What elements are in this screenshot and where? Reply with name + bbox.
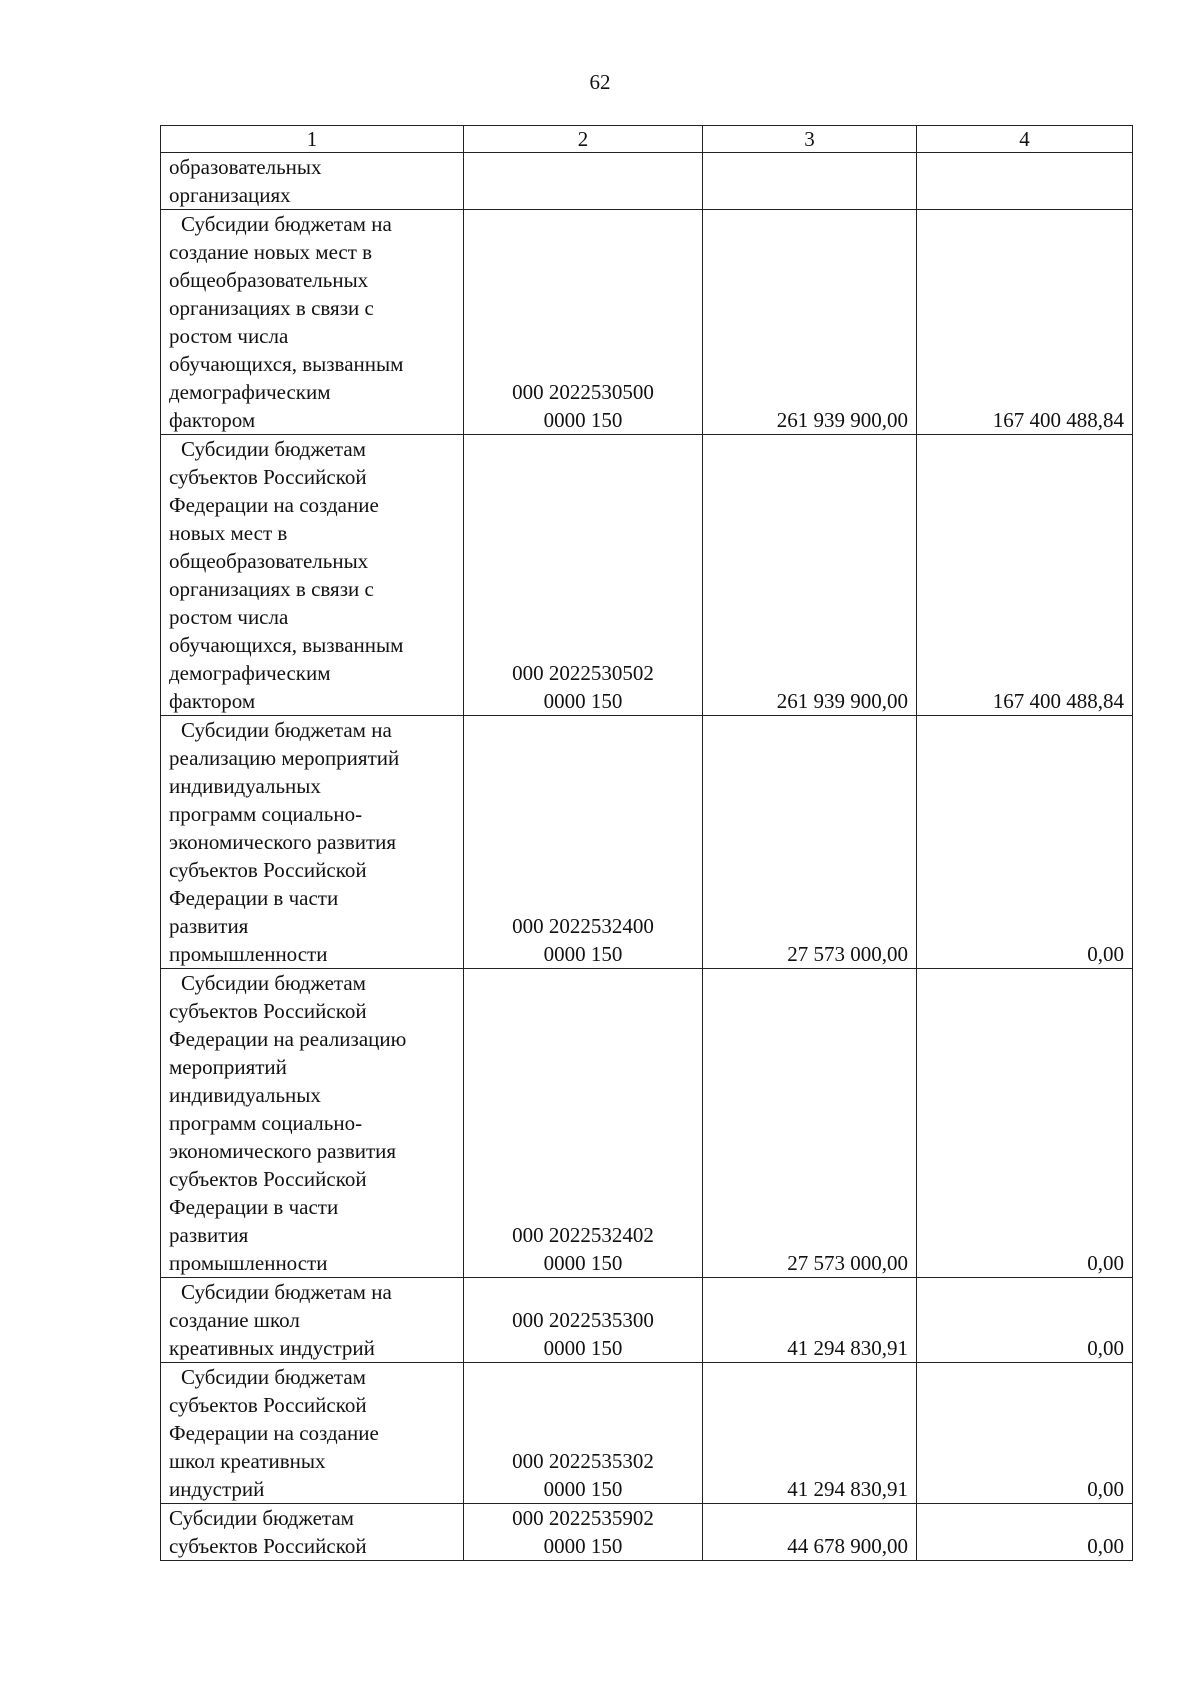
- column-header-3: 3: [703, 126, 917, 153]
- table-row: [161, 969, 1133, 1278]
- row-code-cell: 000 2022535902 0000 150: [464, 1504, 703, 1561]
- row-value-4-cell: 167 400 488,84: [917, 435, 1133, 716]
- budget-table: [160, 125, 1133, 1561]
- row-value-4-cell: [917, 153, 1133, 210]
- row-value-3-cell: 27 573 000,00: [703, 716, 917, 969]
- row-name-cell: Субсидии бюджетам на реализацию мероприятий индивидуальных программ социально- экономического развития субъектов Российской Федерации в части развития промышленности: [161, 716, 464, 969]
- row-code-cell: 000 2022530500 0000 150: [464, 210, 703, 435]
- table-row: [161, 153, 1133, 210]
- row-value-3-cell: 27 573 000,00: [703, 969, 917, 1278]
- row-value-4-cell: 0,00: [917, 1278, 1133, 1363]
- row-name-cell: Субсидии бюджетам субъектов Российской Федерации на создание новых мест в общеобразовательных организациях в связи с ростом числа обучающихся, вызванным демографическим фактором: [161, 435, 464, 716]
- table-row: [161, 716, 1133, 969]
- row-value-3-cell: 41 294 830,91: [703, 1278, 917, 1363]
- row-name-cell: Субсидии бюджетам субъектов Российской Федерации на реализацию мероприятий индивидуальных программ социально- экономического развития субъектов Российской Федерации в части развития промышленности: [161, 969, 464, 1278]
- row-name-cell: образовательных организациях: [161, 153, 464, 210]
- row-name-cell: Субсидии бюджетам на создание новых мест в общеобразовательных организациях в связи с ростом числа обучающихся, вызванным демографическим фактором: [161, 210, 464, 435]
- table-body: [161, 153, 1133, 1561]
- row-value-3-cell: 261 939 900,00: [703, 435, 917, 716]
- row-code-cell: 000 2022530502 0000 150: [464, 435, 703, 716]
- table-row: [161, 435, 1133, 716]
- row-name-cell: Субсидии бюджетам на создание школ креативных индустрий: [161, 1278, 464, 1363]
- column-header-2: 2: [464, 126, 703, 153]
- row-value-4-cell: 0,00: [917, 1363, 1133, 1504]
- table-row: [161, 210, 1133, 435]
- row-value-4-cell: 0,00: [917, 969, 1133, 1278]
- row-value-3-cell: 41 294 830,91: [703, 1363, 917, 1504]
- row-value-4-cell: 0,00: [917, 1504, 1133, 1561]
- row-name-cell: Субсидии бюджетам субъектов Российской Федерации на создание школ креативных индустрий: [161, 1363, 464, 1504]
- table-header-row: [161, 126, 1133, 153]
- row-name-cell: Субсидии бюджетам субъектов Российской: [161, 1504, 464, 1561]
- page-number: 62: [589, 70, 611, 94]
- table-row: [161, 1278, 1133, 1363]
- row-value-3-cell: [703, 153, 917, 210]
- row-value-4-cell: 167 400 488,84: [917, 210, 1133, 435]
- row-code-cell: 000 2022535302 0000 150: [464, 1363, 703, 1504]
- column-header-4: 4: [917, 126, 1133, 153]
- row-value-4-cell: 0,00: [917, 716, 1133, 969]
- row-code-cell: 000 2022532402 0000 150: [464, 969, 703, 1278]
- row-code-cell: [464, 153, 703, 210]
- row-value-3-cell: 261 939 900,00: [703, 210, 917, 435]
- row-value-3-cell: 44 678 900,00: [703, 1504, 917, 1561]
- table-row: [161, 1363, 1133, 1504]
- table-row: [161, 1504, 1133, 1561]
- row-code-cell: 000 2022535300 0000 150: [464, 1278, 703, 1363]
- row-code-cell: 000 2022532400 0000 150: [464, 716, 703, 969]
- column-header-1: 1: [161, 126, 464, 153]
